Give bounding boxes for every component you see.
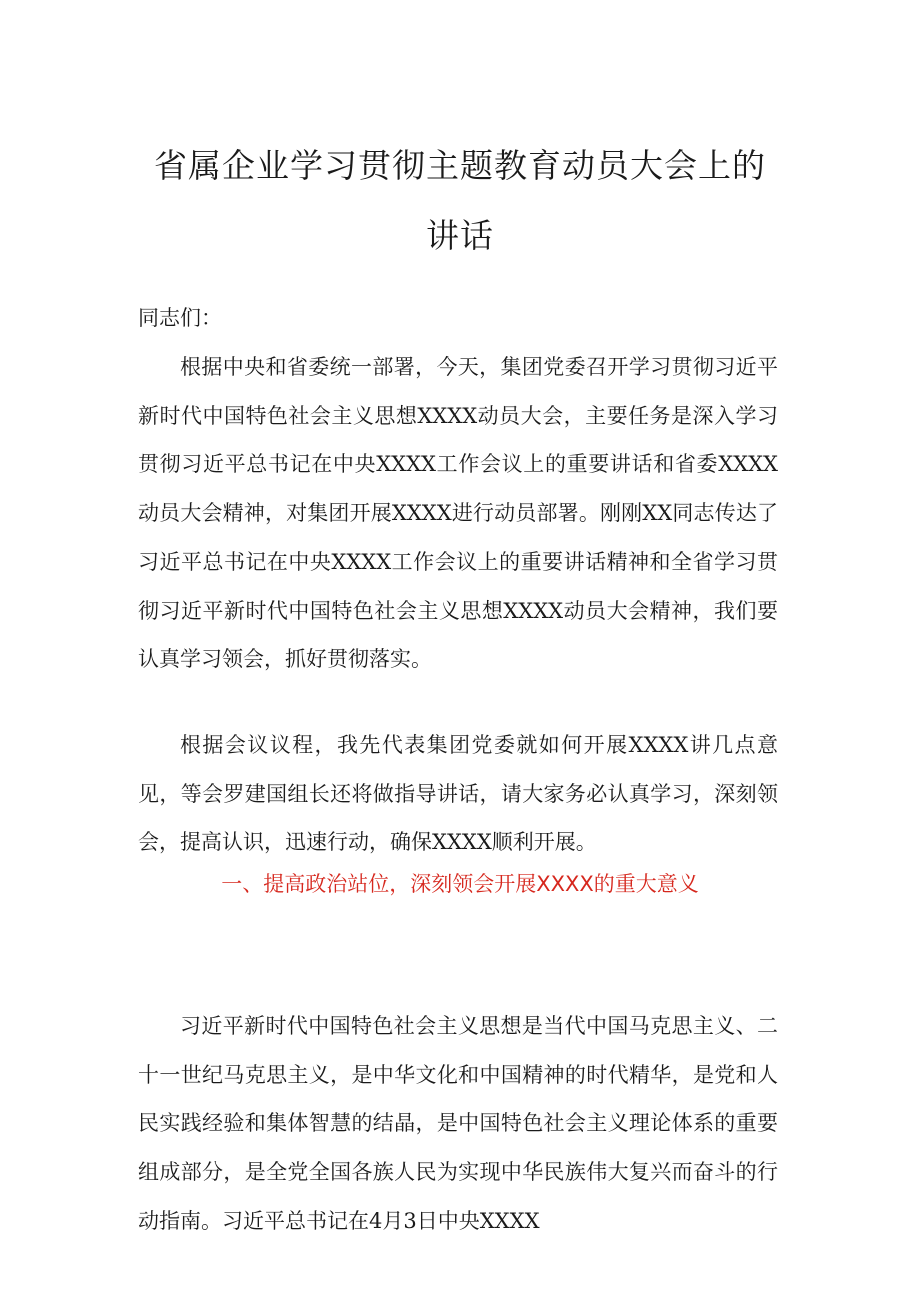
section-heading: 一、提高政治站位，深刻领会开展XXXX的重大意义 <box>221 872 699 896</box>
paragraph-2: 根据会议议程，我先代表集团党委就如何开展XXXX讲几点意见，等会罗建国组长还将做指导讲话，请大家务必认真学习，深刻领会，提高认识，迅速行动，确保XXXX顺利开展。 <box>138 733 778 855</box>
paragraph-3: 习近平新时代中国特色社会主义思想是当代中国马克思主义、二十一世纪马克思主义，是中华文化和中国精神的时代精华，是党和人民实践经验和集体智慧的结晶，是中国特色社会主义理论体系的重要组成部分，是全党全国各族人民为实现中华民族伟大复兴而奋斗的行动指南。习近平总书记在4月3日中央XXXX <box>138 1014 778 1233</box>
document-title-line-2: 讲话 <box>426 216 494 255</box>
paragraph-1: 根据中央和省委统一部署，今天，集团党委召开学习贯彻习近平新时代中国特色社会主义思想XXXX动员大会，主要任务是深入学习贯彻习近平总书记在中央XXXX工作会议上的重要讲话和省委XXXX动员大会精神，对集团开展XXXX进行动员部署。刚刚XX同志传达了习近平总书记在中央XXXX工作会议上的重要讲话精神和全省学习贯彻习近平新时代中国特色社会主义思想XXXX动员大会精神，我们要认真学习领会，抓好贯彻落实。 <box>138 355 778 672</box>
document-title-line-1: 省属企业学习贯彻主题教育动员大会上的 <box>154 146 766 185</box>
salutation: 同志们： <box>138 306 222 330</box>
